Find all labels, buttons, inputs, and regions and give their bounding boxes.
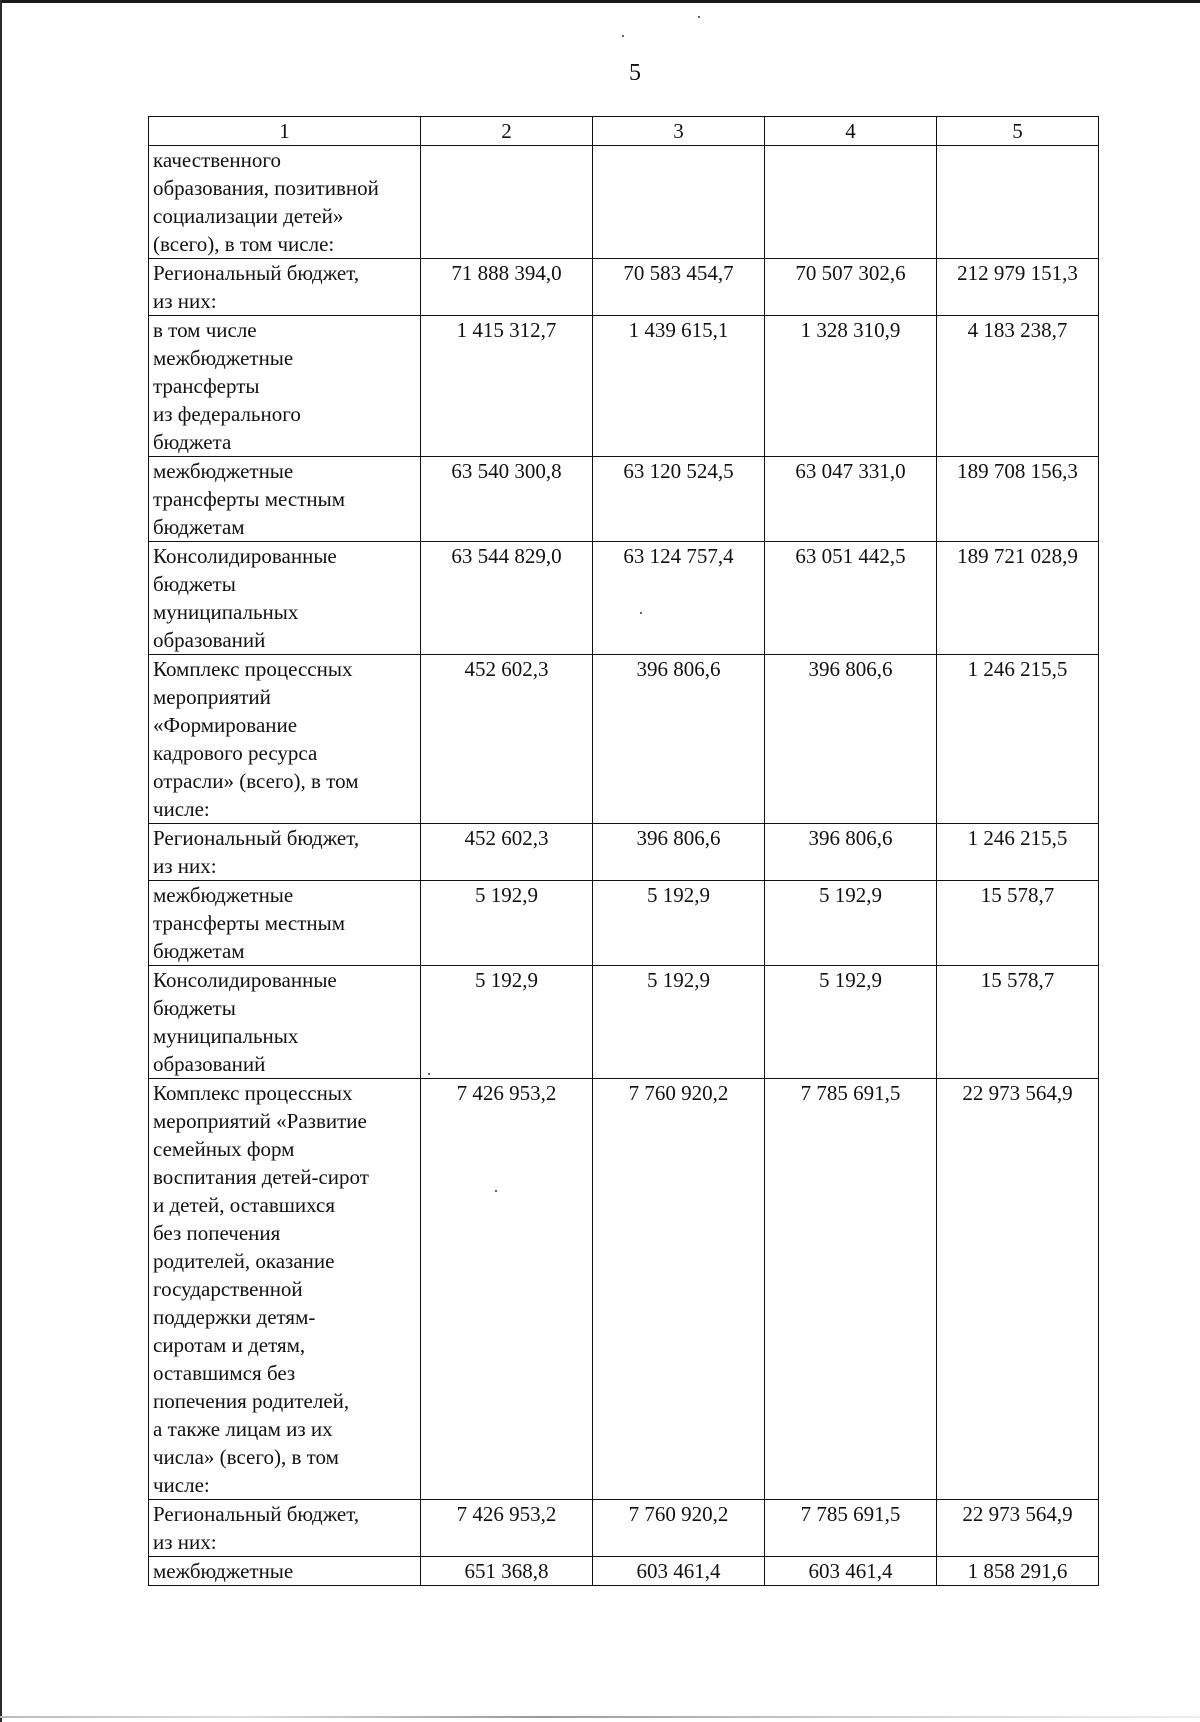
row-label-line: оставшимся без: [153, 1361, 296, 1385]
value-cell: [937, 146, 1099, 259]
scan-edge-left: [0, 0, 2, 1722]
column-header: 2: [421, 117, 593, 146]
row-label-line: бюджетам: [153, 515, 245, 539]
value-cell: 396 806,6: [593, 824, 765, 881]
value-cell: 15 578,7: [937, 966, 1099, 1079]
row-label-line: Региональный бюджет,: [153, 826, 360, 850]
value-cell: 1 439 615,1: [593, 316, 765, 457]
value-cell: 1 246 215,5: [937, 824, 1099, 881]
row-label-line: без попечения: [153, 1221, 281, 1245]
row-label-line: бюджета: [153, 430, 232, 454]
row-label-cell: [149, 316, 421, 457]
row-label-cell: [149, 1557, 421, 1586]
row-label-line: из федерального: [153, 402, 301, 426]
value-cell: 396 806,6: [765, 824, 937, 881]
value-cell: 71 888 394,0: [421, 259, 593, 316]
column-header: 3: [593, 117, 765, 146]
row-label-line: муниципальных: [153, 1024, 299, 1048]
row-label-line: муниципальных: [153, 600, 299, 624]
page-number: 5: [629, 60, 641, 86]
row-label-line: числа» (всего), в том: [153, 1445, 339, 1469]
row-label-line: Региональный бюджет,: [153, 1502, 360, 1526]
value-cell: [765, 146, 937, 259]
row-label-line: мероприятий: [153, 685, 271, 709]
value-cell: 7 760 920,2: [593, 1500, 765, 1557]
row-label-line: трансферты: [153, 374, 260, 398]
table-row: [149, 146, 1099, 259]
value-cell: 5 192,9: [593, 881, 765, 966]
row-label-line: бюджеты: [153, 572, 236, 596]
value-cell: 189 708 156,3: [937, 457, 1099, 542]
value-cell: 5 192,9: [421, 881, 593, 966]
value-cell: 7 760 920,2: [593, 1079, 765, 1500]
table-row: [149, 881, 1099, 966]
row-label-line: трансферты местным: [153, 911, 346, 935]
value-cell: 63 544 829,0: [421, 542, 593, 655]
row-label-cell: [149, 824, 421, 881]
value-cell: 70 583 454,7: [593, 259, 765, 316]
row-label-line: попечения родителей,: [153, 1389, 350, 1413]
row-label-line: Комплекс процессных: [153, 1081, 353, 1105]
row-label-line: бюджеты: [153, 996, 236, 1020]
table-row: [149, 259, 1099, 316]
value-cell: 63 047 331,0: [765, 457, 937, 542]
value-cell: 452 602,3: [421, 655, 593, 824]
row-label-line: образований: [153, 1052, 266, 1076]
value-cell: 7 426 953,2: [421, 1500, 593, 1557]
scan-edge-top: [0, 0, 1200, 3]
table-row: [149, 542, 1099, 655]
row-label-line: Региональный бюджет,: [153, 261, 360, 285]
table-row: [149, 966, 1099, 1079]
budget-table: [148, 116, 1099, 1586]
row-label-line: а также лицам из их: [153, 1417, 333, 1441]
row-label-line: Консолидированные: [153, 968, 337, 992]
table-row: [149, 1079, 1099, 1500]
value-cell: 63 120 524,5: [593, 457, 765, 542]
row-label-line: бюджетам: [153, 939, 245, 963]
value-cell: 5 192,9: [765, 966, 937, 1079]
value-cell: 22 973 564,9: [937, 1079, 1099, 1500]
scan-speck: [622, 35, 624, 37]
row-label-line: образований: [153, 628, 266, 652]
table-body: [149, 146, 1099, 1586]
row-label-line: семейных форм: [153, 1137, 295, 1161]
row-label-line: родителей, оказание: [153, 1249, 335, 1273]
value-cell: [421, 146, 593, 259]
value-cell: 7 785 691,5: [765, 1500, 937, 1557]
value-cell: 5 192,9: [765, 881, 937, 966]
row-label-line: отрасли» (всего), в том: [153, 769, 359, 793]
value-cell: 63 540 300,8: [421, 457, 593, 542]
table-row: [149, 655, 1099, 824]
row-label-line: (всего), в том числе:: [153, 232, 335, 256]
row-label-cell: [149, 146, 421, 259]
row-label-line: кадрового ресурса: [153, 741, 318, 765]
row-label-line: и детей, оставшихся: [153, 1193, 336, 1217]
row-label-line: межбюджетные: [153, 883, 294, 907]
value-cell: 5 192,9: [421, 966, 593, 1079]
value-cell: 212 979 151,3: [937, 259, 1099, 316]
value-cell: 1 246 215,5: [937, 655, 1099, 824]
scan-edge-bottom: [0, 1716, 1200, 1718]
value-cell: [593, 146, 765, 259]
value-cell: 1 415 312,7: [421, 316, 593, 457]
table-row: [149, 824, 1099, 881]
table-row: [149, 457, 1099, 542]
value-cell: 1 328 310,9: [765, 316, 937, 457]
row-label-line: мероприятий «Развитие: [153, 1109, 367, 1133]
row-label-line: Комплекс процессных: [153, 657, 353, 681]
row-label-cell: [149, 1079, 421, 1500]
row-label-cell: [149, 259, 421, 316]
row-label-cell: [149, 1500, 421, 1557]
table-row: [149, 316, 1099, 457]
table-row: [149, 1500, 1099, 1557]
row-label-cell: [149, 655, 421, 824]
value-cell: 452 602,3: [421, 824, 593, 881]
row-label-line: сиротам и детям,: [153, 1333, 306, 1357]
row-label-line: качественного: [153, 148, 281, 172]
row-label-line: числе:: [153, 797, 210, 821]
column-header: 4: [765, 117, 937, 146]
value-cell: 4 183 238,7: [937, 316, 1099, 457]
row-label-line: Консолидированные: [153, 544, 337, 568]
row-label-cell: [149, 966, 421, 1079]
value-cell: 396 806,6: [593, 655, 765, 824]
value-cell: 603 461,4: [593, 1557, 765, 1586]
value-cell: 189 721 028,9: [937, 542, 1099, 655]
row-label-line: поддержки детям-: [153, 1305, 316, 1329]
value-cell: 63 124 757,4: [593, 542, 765, 655]
row-label-line: государственной: [153, 1277, 303, 1301]
value-cell: 396 806,6: [765, 655, 937, 824]
row-label-line: в том числе: [153, 318, 257, 342]
row-label-line: трансферты местным: [153, 487, 346, 511]
column-header: 5: [937, 117, 1099, 146]
row-label-line: числе:: [153, 1473, 210, 1497]
row-label-line: из них:: [153, 1530, 217, 1554]
row-label-line: из них:: [153, 854, 217, 878]
value-cell: 7 785 691,5: [765, 1079, 937, 1500]
table-header-row: [149, 117, 1099, 146]
value-cell: 22 973 564,9: [937, 1500, 1099, 1557]
table-row: [149, 1557, 1099, 1586]
scan-speck: [698, 16, 700, 18]
row-label-cell: [149, 542, 421, 655]
row-label-line: образования, позитивной: [153, 176, 379, 200]
row-label-line: из них:: [153, 289, 217, 313]
row-label-line: межбюджетные: [153, 459, 294, 483]
column-header: 1: [149, 117, 421, 146]
value-cell: 15 578,7: [937, 881, 1099, 966]
row-label-cell: [149, 881, 421, 966]
value-cell: 603 461,4: [765, 1557, 937, 1586]
row-label-line: воспитания детей-сирот: [153, 1165, 369, 1189]
row-label-cell: [149, 457, 421, 542]
row-label-line: «Формирование: [153, 713, 298, 737]
value-cell: 651 368,8: [421, 1557, 593, 1586]
value-cell: 70 507 302,6: [765, 259, 937, 316]
row-label-line: социализации детей»: [153, 204, 344, 228]
row-label-line: межбюджетные: [153, 346, 294, 370]
value-cell: 7 426 953,2: [421, 1079, 593, 1500]
value-cell: 5 192,9: [593, 966, 765, 1079]
row-label-line: межбюджетные: [153, 1559, 294, 1583]
value-cell: 1 858 291,6: [937, 1557, 1099, 1586]
value-cell: 63 051 442,5: [765, 542, 937, 655]
